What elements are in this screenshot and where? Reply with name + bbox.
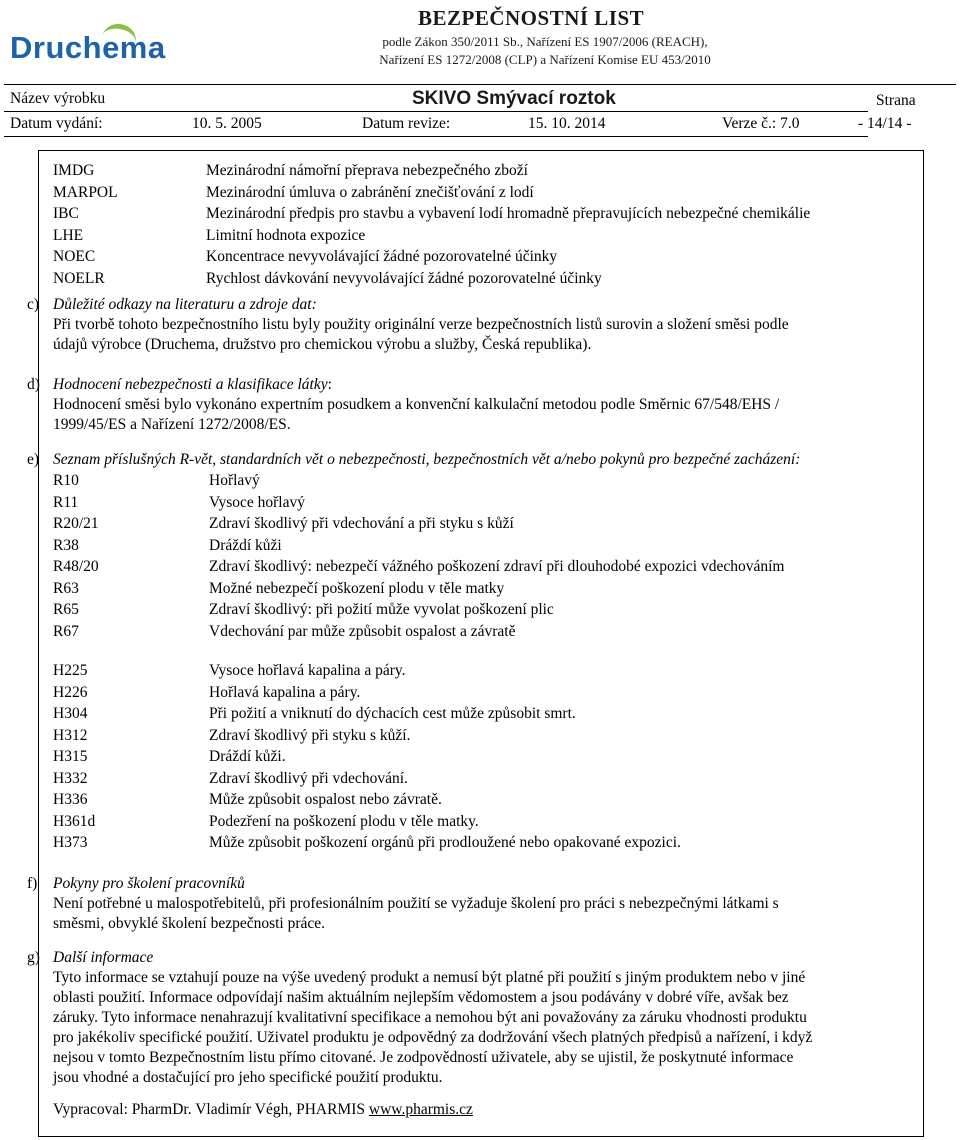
section-c-line: Při tvorbě tohoto bezpečnostního listu byly použity originální verze bezpečnostních listů surovin a složení směsi podle xyxy=(53,316,789,333)
h-phrase-texts xyxy=(209,660,681,854)
r-phrase-text: Zdraví škodlivý: nebezpečí vážného poškození zdraví při dlouhodobé expozici vdechováním xyxy=(209,558,785,575)
version-label: Verze č.: 7.0 xyxy=(722,115,800,132)
abbreviation-desc: Mezinárodní úmluva o zabránění znečišťování z lodí xyxy=(206,183,534,201)
r-phrase-text: Hořlavý xyxy=(209,472,260,489)
r-phrase-text: Vdechování par může způsobit ospalost a závratě xyxy=(209,622,516,640)
section-g-line: záruky. Tyto informace nenahrazují kvalitativní specifikace a nemohou být ani považovány za záruku vhodnosti produktu xyxy=(53,1009,807,1026)
section-g-line: jsou vhodné a dostačující pro jeho specifické použití produktu. xyxy=(53,1069,443,1086)
r-phrase-code: R67 xyxy=(53,622,79,640)
issue-date-value: 10. 5. 2005 xyxy=(192,115,262,132)
h-phrase-code: H226 xyxy=(53,683,88,701)
h-phrase-text: Při požití a vniknutí do dýchacích cest může způsobit smrt. xyxy=(209,705,576,722)
author-line xyxy=(53,1100,933,1120)
h-phrase-code: H304 xyxy=(53,705,88,722)
abbreviation-desc: Mezinárodní námořní přeprava nebezpečného zboží xyxy=(206,162,528,179)
h-phrase-text: Podezření na poškození plodu v těle matky. xyxy=(209,812,479,830)
h-phrase-code: H315 xyxy=(53,748,88,765)
h-phrase-text: Dráždí kůži. xyxy=(209,748,286,765)
h-phrase-code: H361d xyxy=(53,812,96,830)
header-divider-bottom xyxy=(4,136,868,137)
section-d-line: Hodnocení směsi bylo vykonáno expertním posudkem a konvenční kalkulační metodou podle Směrnic 67/548/EHS / xyxy=(53,396,780,413)
h-phrase-code: H336 xyxy=(53,791,88,808)
section-c-title: Důležité odkazy na literaturu a zdroje dat: xyxy=(53,296,317,313)
section-g-title: Další informace xyxy=(53,949,154,966)
druchema-logo xyxy=(10,22,166,72)
h-phrase-text: Vysoce hořlavá kapalina a páry. xyxy=(209,662,406,679)
section-g-label: g) xyxy=(27,949,40,966)
h-phrase-text: Zdraví škodlivý při styku s kůží. xyxy=(209,726,411,744)
r-phrase-text: Vysoce hořlavý xyxy=(209,493,305,511)
r-phrase-code: R48/20 xyxy=(53,558,99,575)
r-phrase-text: Zdraví škodlivý: při požití může vyvolat poškození plic xyxy=(209,601,554,618)
header-divider-mid xyxy=(4,111,868,112)
document-title: BEZPEČNOSTNÍ LIST xyxy=(418,6,645,30)
abbreviation-code: NOELR xyxy=(53,269,105,287)
r-phrase-code: R65 xyxy=(53,601,79,618)
header-divider-top xyxy=(4,84,956,85)
page-label: Strana xyxy=(876,92,916,109)
document-subtitle-1: podle Zákon 350/2011 Sb., Nařízení ES 1907/2006 (REACH), xyxy=(382,34,708,49)
h-phrase-code: H225 xyxy=(53,662,88,679)
issue-date-label: Datum vydání: xyxy=(10,115,103,132)
section-d-label: d) xyxy=(27,376,40,393)
section-f-title: Pokyny pro školení pracovníků xyxy=(53,875,245,892)
abbreviation-desc: Koncentrace nevyvolávající žádné pozorovatelné účinky xyxy=(206,248,558,265)
section-g-line: nejsou v tomto Bezpečnostním listu přímo citované. Je zodpovědností uživatele, aby se ujistil, že poskytnuté informace xyxy=(53,1049,794,1066)
section-g-line: oblasti použití. Informace odpovídají našim aktuálním nejlepším vědomostem a jsou podávány v dobré víře, avšak bez xyxy=(53,989,789,1006)
h-phrase-text: Zdraví škodlivý při vdechování. xyxy=(209,769,408,787)
r-phrase-text: Dráždí kůži xyxy=(209,536,282,554)
r-phrase-code: R11 xyxy=(53,493,79,511)
section-e-title: Seznam příslušných R-vět, standardních vět o nebezpečnosti, bezpečnostních vět a/nebo pokynů pro bezpečné zacházení: xyxy=(53,451,801,468)
section-g-line: pro jakékoliv specifické použití. Uživatel produktu je odpovědný za dodržování všech platných předpisů a nařízení, i když xyxy=(53,1029,813,1046)
r-phrase-code: R63 xyxy=(53,579,79,597)
r-phrase-text: Možné nebezpečí poškození plodu v těle matky xyxy=(209,579,505,597)
abbreviation-code: IBC xyxy=(53,205,79,222)
section-e-label: e) xyxy=(27,451,40,468)
logo-text: Druchema xyxy=(10,30,166,65)
abbreviation-code: MARPOL xyxy=(53,183,118,201)
section-f-label: f) xyxy=(27,875,38,892)
r-phrase-texts xyxy=(209,470,784,642)
h-phrase-code: H312 xyxy=(53,726,88,744)
h-phrase-text: Může způsobit ospalost nebo závratě. xyxy=(209,791,442,808)
author-text: Vypracoval: PharmDr. Vladimír Végh, PHARMIS xyxy=(53,1101,369,1118)
r-phrase-text: Zdraví škodlivý při vdechování a při styku s kůží xyxy=(209,515,514,532)
abbreviation-desc: Rychlost dávkování nevyvolávající žádné pozorovatelné účinky xyxy=(206,269,602,287)
section-d-title: Hodnocení nebezpečnosti a klasifikace látky xyxy=(53,376,328,393)
section-f-line: Není potřebné u malospotřebitelů, při profesionálním použití se vyžaduje školení pro práci s nebezpečnými látkami s xyxy=(53,895,779,912)
pharmis-link[interactable]: www.pharmis.cz xyxy=(368,1101,473,1118)
abbreviation-codes xyxy=(53,160,118,289)
document-subtitle-2: Nařízení ES 1272/2008 (CLP) a Nařízení Komise EU 453/2010 xyxy=(379,52,711,67)
h-phrase-code: H332 xyxy=(53,769,88,787)
product-name: SKIVO Smývací roztok xyxy=(412,88,616,109)
section-f-line: směsmi, obvyklé školení bezpečnosti práce. xyxy=(53,915,326,932)
section-c-label: c) xyxy=(27,296,40,313)
abbreviation-desc: Limitní hodnota expozice xyxy=(206,226,366,244)
section-c-line: údajů výrobce (Druchema, družstvo pro chemickou výrobu a služby, Česká republika). xyxy=(53,336,592,353)
abbreviation-code: NOEC xyxy=(53,248,96,265)
r-phrase-code: R10 xyxy=(53,472,79,489)
abbreviation-code: LHE xyxy=(53,226,84,244)
revision-date-value: 15. 10. 2014 xyxy=(528,115,606,132)
h-phrase-code: H373 xyxy=(53,834,88,851)
section-g-line: Tyto informace se vztahují pouze na výše uvedený produkt a nemusí být platné při použití s jiným produktem nebo v jiné xyxy=(53,969,806,986)
abbreviation-desc: Mezinárodní předpis pro stavbu a vybavení lodí hromadně přepravujících nebezpečné chemikálie xyxy=(206,205,811,222)
h-phrase-text: Hořlavá kapalina a páry. xyxy=(209,683,361,701)
h-phrase-codes xyxy=(53,660,95,854)
section-d-colon: : xyxy=(327,376,332,393)
h-phrase-text: Může způsobit poškození orgánů při prodloužené nebo opakované expozici. xyxy=(209,834,681,851)
r-phrase-codes xyxy=(53,470,99,642)
revision-date-label: Datum revize: xyxy=(362,115,451,132)
abbreviation-descriptions xyxy=(206,160,810,289)
abbreviation-code: IMDG xyxy=(53,162,95,179)
section-d-line: 1999/45/ES a Nařízení 1272/2008/ES. xyxy=(53,416,291,433)
r-phrase-code: R20/21 xyxy=(53,515,99,532)
product-label: Název výrobku xyxy=(10,90,106,107)
page-number: - 14/14 - xyxy=(858,115,912,132)
r-phrase-code: R38 xyxy=(53,536,79,554)
